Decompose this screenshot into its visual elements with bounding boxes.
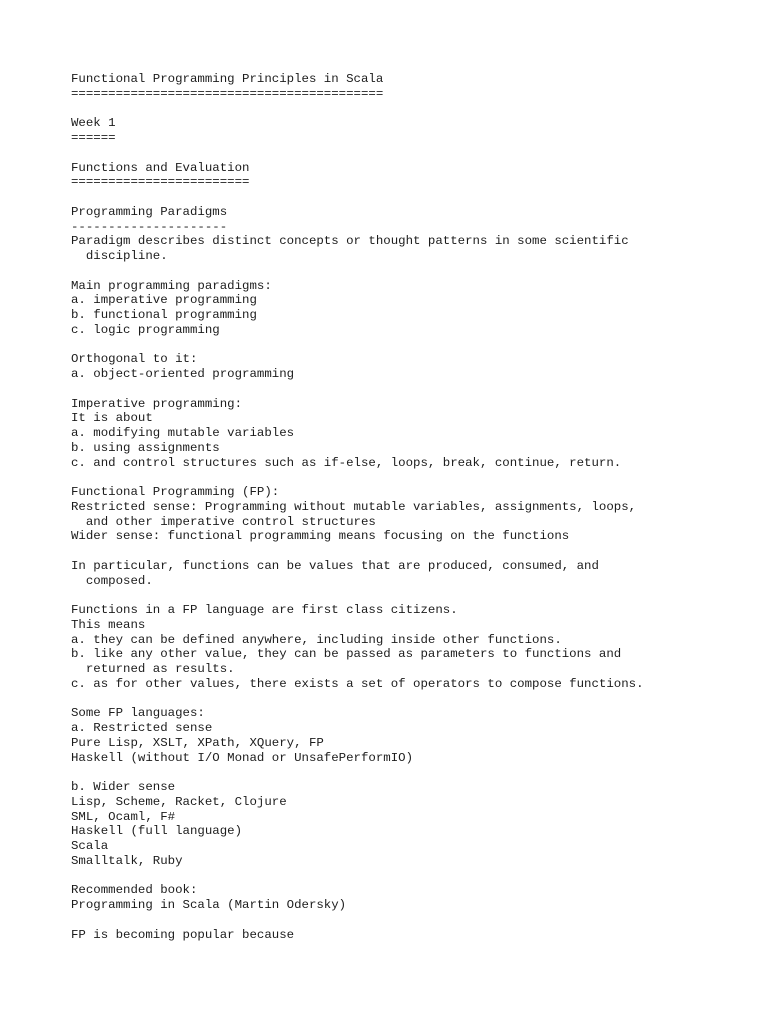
text-line: b. using assignments [71,440,220,455]
text-line: a. modifying mutable variables [71,426,295,440]
text-line: Functions and Evaluation [71,160,250,175]
text-line [71,765,751,780]
text-line: discipline. [71,249,168,263]
text-line: FP is becoming popular because [71,927,295,942]
text-line: Functional Programming (FP): [71,485,280,499]
text-line [71,102,751,117]
text-line: In particular, functions can be values that are produced, consumed, and [71,558,599,573]
text-line: Main programming paradigms: [71,278,272,293]
text-line: Week 1 [71,116,116,131]
text-line: Programming Paradigms [71,204,228,219]
text-line: b. Wider sense [71,780,176,794]
text-line: Orthogonal to it: [71,352,198,367]
text-line: a. they can be defined anywhere, including inside other functions. [71,632,562,647]
text-line: c. as for other values, there exists a set of operators to compose functions. [71,676,644,691]
text-line [71,470,751,485]
text-line: ========================================== [71,86,384,101]
text-line: It is about [71,411,153,426]
text-line: c. logic programming [71,322,220,337]
text-line: a. imperative programming [71,293,257,308]
text-line: This means [71,617,146,632]
text-line: Haskell (without I/O Monad or UnsafePerformIO) [71,750,414,765]
text-line [71,190,751,205]
text-line [71,588,751,603]
text-line [71,146,751,161]
text-line: ======================== [71,175,250,190]
text-line: SML, Ocaml, F# [71,809,176,824]
text-line: Imperative programming: [71,396,243,411]
text-line: --------------------- [71,219,228,234]
text-line: composed. [71,573,153,588]
text-line: returned as results. [71,662,235,676]
text-line: b. functional programming [71,308,257,322]
text-line: Programming in Scala (Martin Odersky) [71,898,347,912]
text-line: b. like any other value, they can be passed as parameters to functions and [71,647,622,662]
text-line: Functional Programming Principles in Scala [71,72,384,86]
text-line: Some FP languages: [71,706,205,721]
text-line: Pure Lisp, XSLT, XPath, XQuery, FP [71,735,324,750]
text-line [71,913,751,928]
text-line: Haskell (full language) [71,824,243,839]
text-line: a. object-oriented programming [71,367,295,381]
text-line: Functions in a FP language are first class citizens. [71,603,458,617]
document-page [71,72,751,942]
text-line [71,692,751,707]
text-line [71,544,751,559]
text-line: a. Restricted sense [71,721,213,735]
text-line: Recommended book: [71,883,198,898]
text-line: c. and control structures such as if-else, loops, break, continue, return. [71,455,622,470]
text-line [71,264,751,279]
text-line: Scala [71,839,109,853]
text-line [71,382,751,397]
text-line: ====== [71,131,116,145]
text-line: Paradigm describes distinct concepts or thought patterns in some scientific [71,234,629,249]
text-line: Smalltalk, Ruby [71,853,183,868]
text-line: Wider sense: functional programming means focusing on the functions [71,529,570,544]
text-line: Lisp, Scheme, Racket, Clojure [71,794,287,809]
text-line [71,869,751,884]
text-line: and other imperative control structures [71,514,376,529]
text-line [71,338,751,353]
text-line: Restricted sense: Programming without mutable variables, assignments, loops, [71,499,637,514]
